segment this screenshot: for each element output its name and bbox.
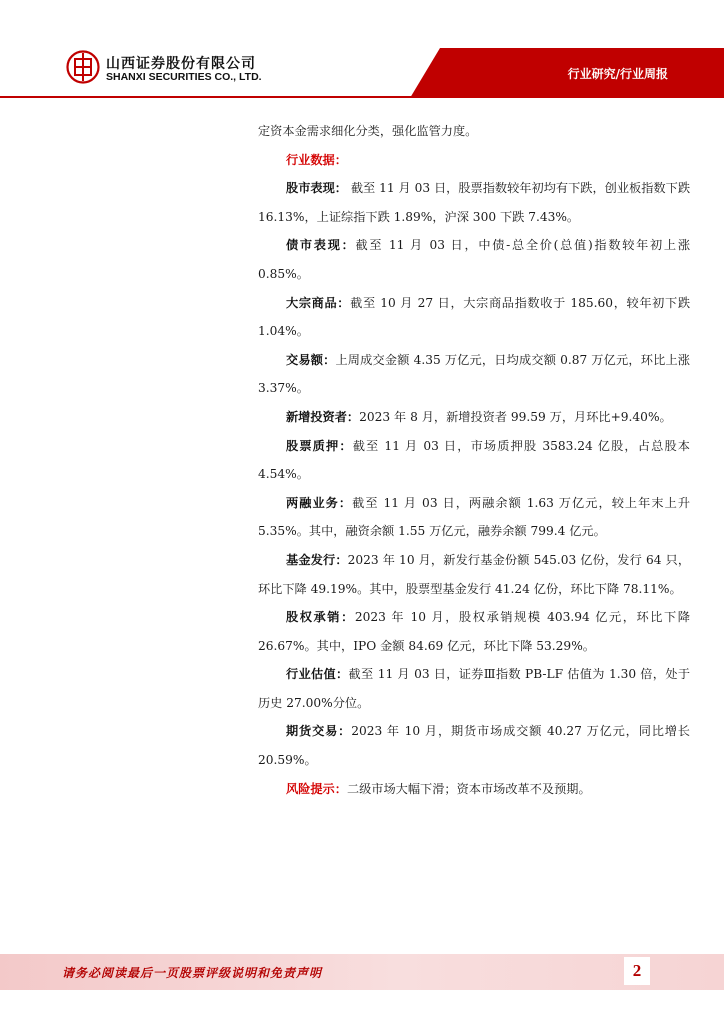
sxzq-logo-icon [66, 50, 100, 84]
data-item [258, 346, 690, 403]
report-body [258, 117, 690, 803]
data-item-label: 新增投资者： [286, 409, 360, 424]
page-number: 2 [624, 957, 650, 985]
data-item-label: 期货交易： [286, 724, 352, 739]
data-item-text: 截至 11 月 03 日，市场质押股 3583.24 亿股，占总股本 4.54%。 [258, 438, 690, 482]
data-item-text: 截至 11 月 03 日，证券Ⅲ指数 PB-LF 估值为 1.30 倍，处于历史 27.00%分位。 [258, 667, 691, 710]
data-item-text: 截至 11 月 03 日，中债-总全价(总值)指数较年初上涨 0.85%。 [258, 238, 691, 281]
industry-data-list [258, 174, 690, 774]
data-item [258, 489, 690, 546]
data-item-text: 2023 年 8 月，新增投资者 99.59 万，月环比+9.40%。 [359, 409, 672, 424]
data-item [258, 660, 690, 717]
section-title-row [258, 146, 690, 175]
risk-warning [258, 775, 690, 804]
section-title: 行业数据： [286, 152, 347, 167]
page-header [0, 0, 724, 100]
data-item-label: 行业估值： [286, 667, 349, 682]
intro-text: 定资本金需求细化分类，强化监管力度。 [258, 124, 478, 138]
disclaimer-link: 请务必阅读最后一页股票评级说明和免责声明 [62, 966, 323, 980]
data-item [258, 174, 690, 231]
data-item-label: 股市表现： [286, 181, 347, 196]
data-item [258, 403, 690, 432]
report-category: 行业研究/行业周报 [567, 67, 668, 81]
data-item-label: 股权承销： [286, 610, 355, 625]
data-item-text: 2023 年 10 月，新发行基金份额 545.03 亿份，发行 64 只，环比下降 49.19%。其中，股票型基金发行 41.24 亿份，环比下降 78.11%。 [258, 552, 691, 596]
data-item-text: 截至 11 月 03 日，两融余额 1.63 万亿元，较上年末上升 5.35%。其中，融资余额 1.55 万亿元，融券余额 799.4 亿元。 [258, 495, 691, 539]
data-item [258, 546, 690, 603]
data-item-label: 两融业务： [286, 495, 353, 510]
data-item-label: 股票质押： [286, 438, 353, 453]
data-item-text: 2023 年 10 月，股权承销规模 403.94 亿元，环比下降 26.67%。其中，IPO 金额 84.69 亿元，环比下降 53.29%。 [258, 610, 690, 653]
data-item-label: 大宗商品： [286, 295, 351, 310]
header-divider [0, 96, 724, 98]
data-item [258, 432, 690, 489]
data-item-label: 债市表现： [286, 238, 356, 253]
data-item-text: 2023 年 10 月，期货市场成交额 40.27 万亿元，同比增长 20.59%。 [258, 724, 690, 768]
data-item-text: 上周成交金额 4.35 万亿元，日均成交额 0.87 万亿元，环比上涨 3.37%。 [258, 352, 690, 396]
data-item [258, 289, 690, 346]
company-name-en: SHANXI SECURITIES CO., LTD. [106, 71, 262, 83]
data-item-text: 截至 11 月 03 日，股票指数较年初均有下跌，创业板指数下跌 16.13%，上证综指下跌 1.89%，沪深 300 下跌 7.43%。 [258, 181, 691, 224]
risk-text: 二级市场大幅下滑；资本市场改革不及预期。 [346, 781, 591, 796]
data-item [258, 717, 690, 774]
risk-label: 风险提示： [286, 781, 347, 796]
data-item [258, 231, 690, 288]
data-item [258, 603, 690, 660]
data-item-label: 基金发行： [286, 552, 348, 567]
page-footer [0, 948, 724, 994]
data-item-text: 截至 10 月 27 日，大宗商品指数收于 185.60，较年初下跌 1.04%。 [258, 295, 691, 339]
data-item-label: 交易额： [286, 352, 336, 367]
company-name-cn: 山西证券股份有限公司 [106, 56, 256, 72]
